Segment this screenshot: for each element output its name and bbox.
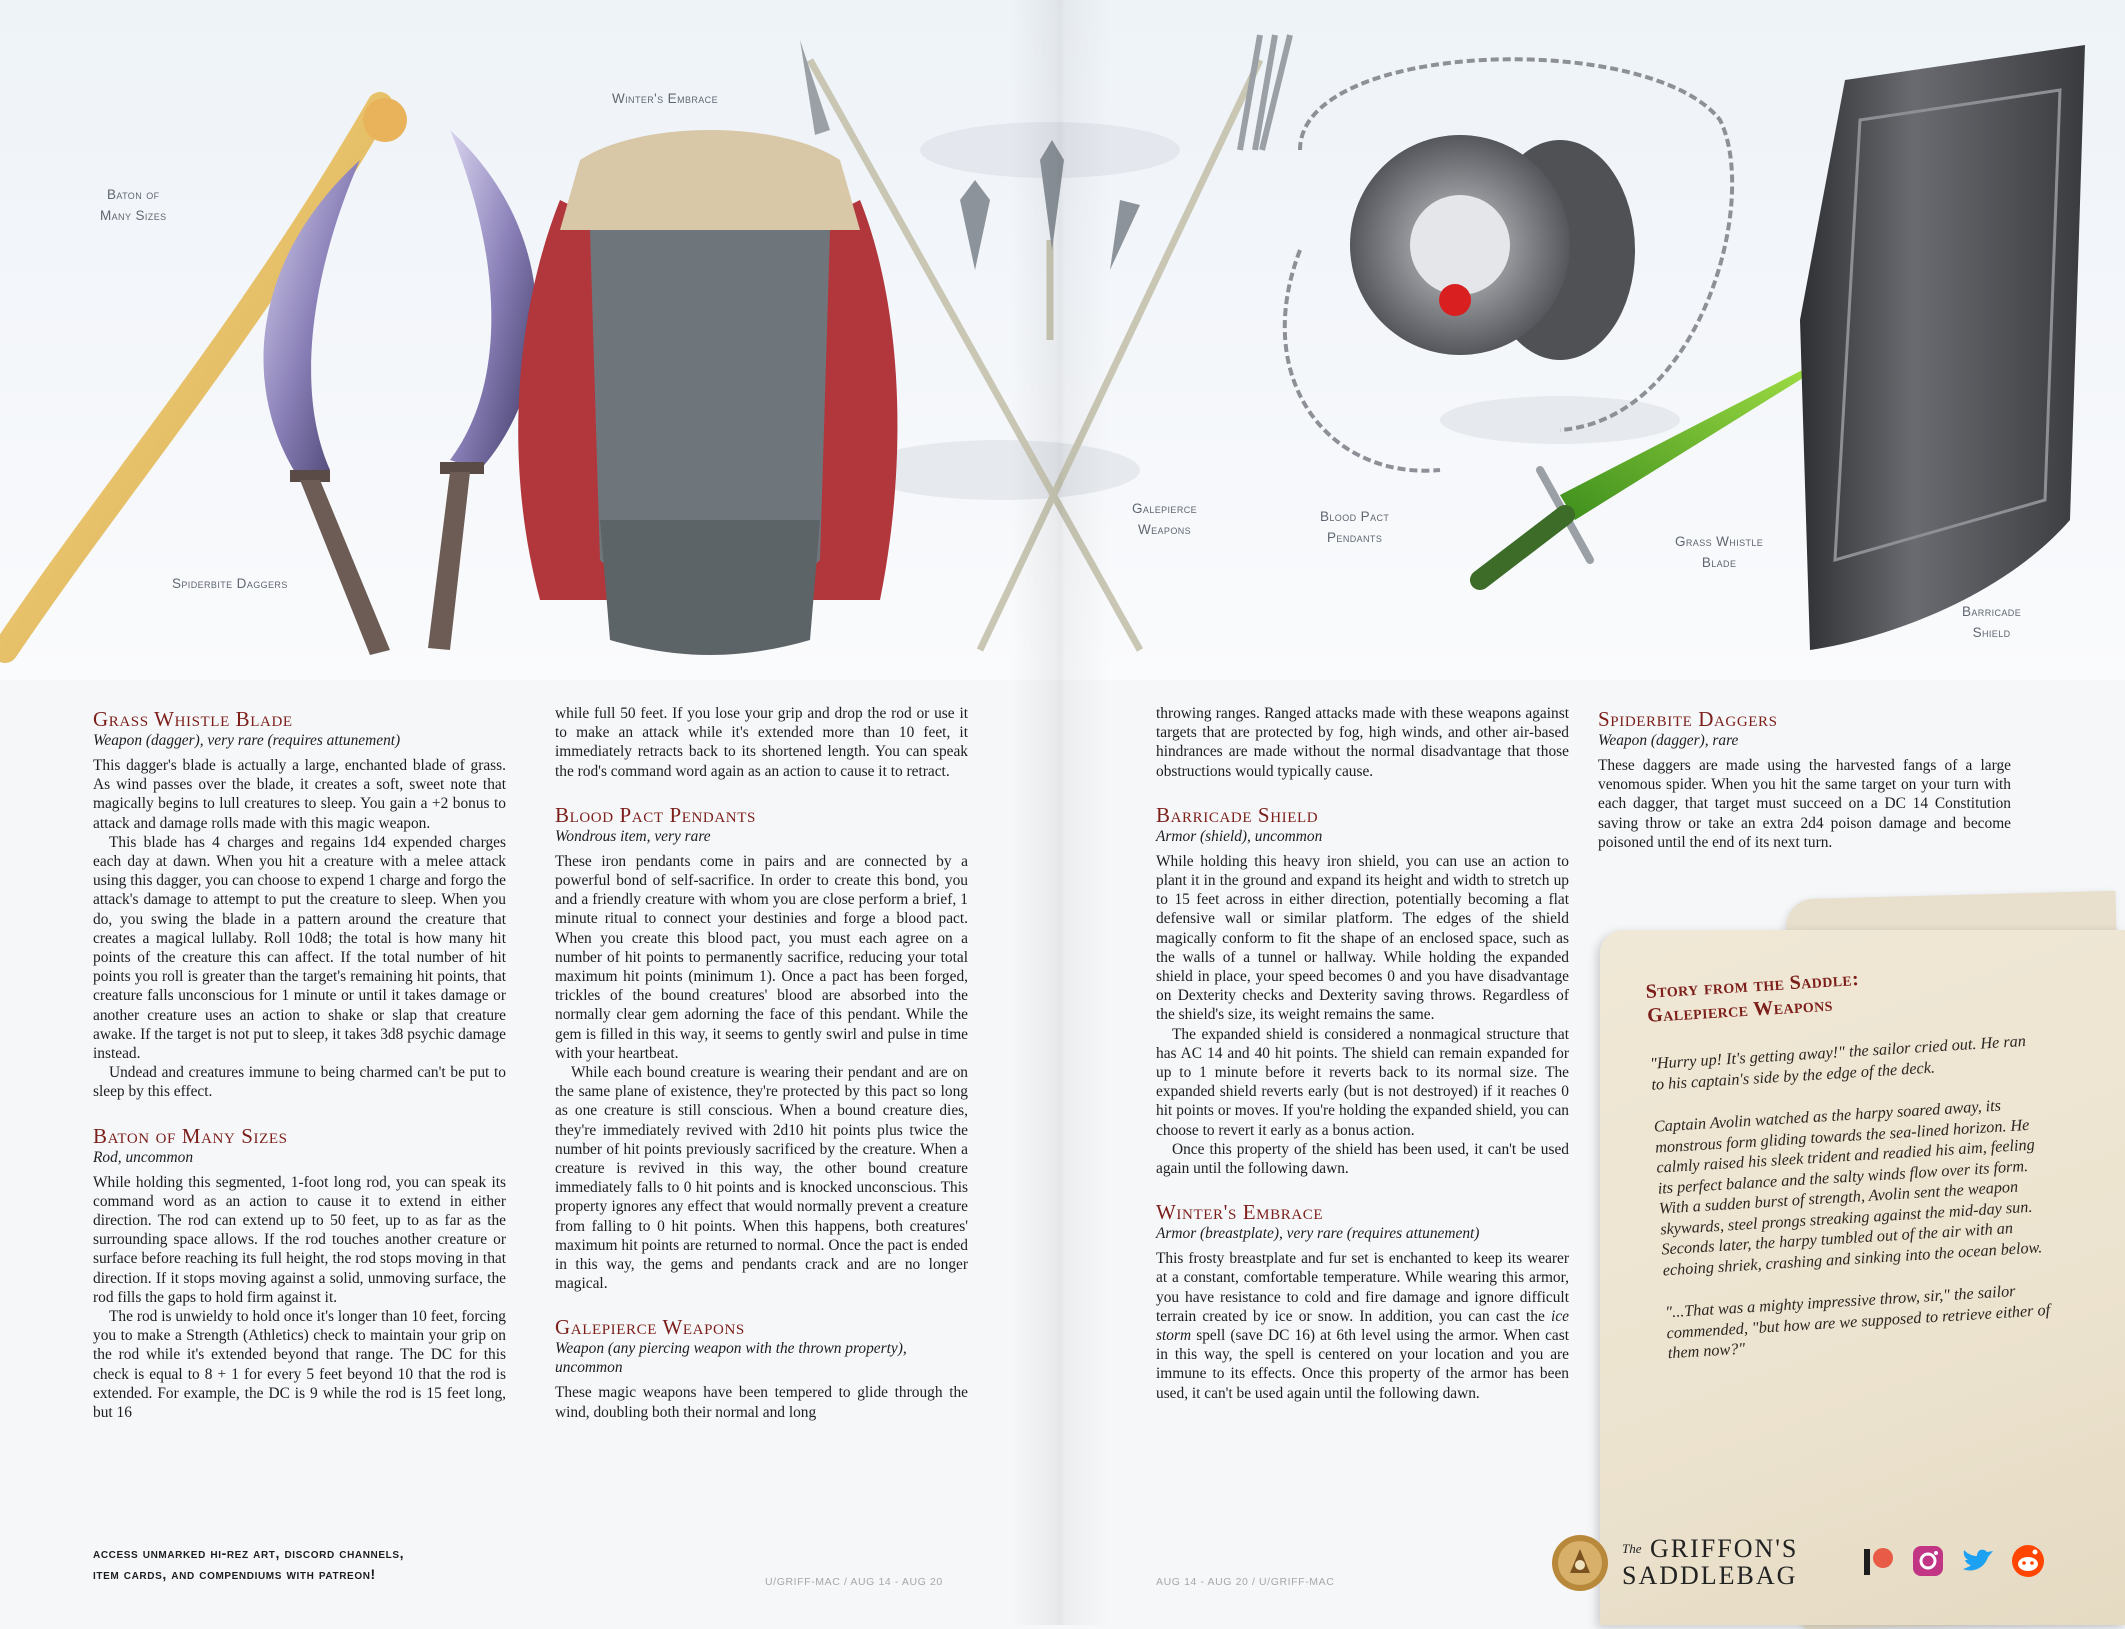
item-paragraph: These magic weapons have been tempered to glide through the wind, doubling both their normal and long — [555, 1384, 968, 1421]
item-paragraph: The expanded shield is considered a nonmagical structure that has AC 14 and 40 hit points. The shield can remain expanded for up to 1 minute before it reverts back to its normal size. The expanded shield reverts early (but is not destroyed) if it reaches 0 hit points or moves. If you're holding the expanded shield, you can choose to revert it early as a bonus action. — [1156, 1025, 1569, 1139]
item-paragraph: While holding this heavy iron shield, you can use an action to plant it in the ground and expand its height and width to stretch up to 15 feet across in either direction, potentially becoming a flat defensive wall or similar platform. The edges of the shield magically conform to fit the shape of an enclosed space, such as the walls of a tunnel or hallway. While holding the expanded shield in place, your speed becomes 0 and you have disadvantage on Dexterity checks and Dexterity saving throws. Regardless of the shield's size, its weight remains the same. — [1156, 852, 1569, 1024]
reddit-icon[interactable] — [2010, 1543, 2046, 1579]
item-title: Galepierce Weapons — [555, 1315, 745, 1340]
story-paragraph: "...That was a mighty impressive throw, sir," the sailor commended, "but how are we supposed to retrieve either of them now?" — [1664, 1281, 2051, 1363]
item-illustrations — [0, 0, 2125, 680]
item-paragraph: This blade has 4 charges and regains 1d4 expended charges each day at dawn. When you hit a creature with a melee attack using this dagger, you can choose to expend 1 charge and forgo the attack's damage to attempt to put the creature to sleep. When you do, you swing the blade in a pattern around the creature that creates a magical lullaby. Roll 10d8; the total is how many hit points of the creature this can affect. If the total number of hit points you roll is greater than the target's remaining hit points, that creature falls unconscious for 1 minute or until it takes damage or another creature uses an action to shake or slap that creature awake. If the target is not put to sleep, it takes 3d8 psychic damage instead. — [93, 833, 506, 1063]
item-subtitle: Armor (breastplate), very rare (requires attunement) — [1156, 1225, 1480, 1243]
item-subtitle: Rod, uncommon — [93, 1148, 194, 1166]
brand-name-line1: GRIFFON'S — [1650, 1534, 1799, 1563]
item-paragraph: Undead and creatures immune to being charmed can't be put to sleep by this effect. — [93, 1064, 506, 1101]
label-blood-pact: Blood Pact Pendants — [1320, 509, 1390, 545]
item-paragraph: These daggers are made using the harvested fangs of a large venomous spider. When you hit the same target on your turn with each dagger, that target must succeed on a DC 14 Constitution saving throw or take an extra 2d4 poison damage and become poisoned until the end of its next turn. — [1598, 757, 2011, 851]
item-subtitle: Wondrous item, very rare — [555, 827, 711, 845]
item-title: Blood Pact Pendants — [555, 802, 756, 827]
story-paragraph: Captain Avolin watched as the harpy soared away, its monstrous form gliding towards the sea-lined horizon. He calmly raised his sleek trident and readied his aim, feeling its perfect balance and the salty winds flow over its form. With a sudden burst of strength, Avolin sent the weapon skywards, steel prongs streaking against the mid-day sun. Seconds later, the harpy tumbled out of the air with an echoing shriek, crashing and sinking into the ocean below. — [1653, 1096, 2043, 1279]
patreon-promo[interactable]: access unmarked hi-rez art, discord channels, item cards, and compendiums with patreon! — [93, 1545, 405, 1582]
item-paragraph: throwing ranges. Ranged attacks made with these weapons against targets that are protected by fog, high winds, and other air-based hindrances are made without the normal disadvantage that those obstructions would typically cause. — [1156, 705, 1569, 780]
cloud-shape — [1440, 396, 1680, 444]
item-title: Winter's Embrace — [1156, 1200, 1324, 1225]
twitter-icon[interactable] — [1960, 1543, 1996, 1579]
brand-the: The — [1622, 1541, 1642, 1556]
item-paragraph: While holding this segmented, 1-foot long rod, you can speak its command word as an action to cause it to extend in either direction. The rod can extend up to 50 feet, up to as far as the surrounding space allows. If the rod touches another creature or surface before reaching its full height, the rod stops moving in that direction. If it stops moving against a solid, unmoving surface, the rod fills the gaps to hold firm against it. — [93, 1173, 506, 1306]
barricade-shield-illustration — [1800, 45, 2085, 650]
label-grass-whistle: Grass Whistle Blade — [1675, 534, 1764, 570]
item-subtitle: Weapon (dagger), very rare (requires attunement) — [93, 732, 401, 749]
illustration-canvas — [0, 0, 2125, 680]
label-winters-embrace: Winter's Embrace — [612, 91, 718, 106]
item-title: Spiderbite Daggers — [1598, 707, 1778, 731]
item-title: Grass Whistle Blade — [93, 707, 293, 731]
item-paragraph: This frosty breastplate and fur set is enchanted to keep its wearer at a constant, comfortable temperature. While wearing this armor, you have resistance to cold and fire damage and ignore difficult terrain created by ice or snow. In addition, you can cast the ice storm spell (save DC 16) at 6th level using the armor. When cast in this way, the spell is centered on your location and you are immune to its effects. Once this property of the armor has been used, it can't be used again until the following dawn. — [1156, 1250, 1569, 1402]
item-paragraph: These iron pendants come in pairs and are connected by a powerful bond of self-sacrifice. In order to create this bond, you and a friendly creature with whom you are close perform a brief, 1 minute ritual to connect your destinies and forge a blood pact. When you create this blood pact, you must each agree on a number of hit points to permanently sacrifice, reducing your total maximum hit points (minimum 1). Once a pact has been forged, trickles of the bound creatures' blood are absorbed into the normally clear gem adorning the face of this pendant. While the gem is filled in this way, it seems to gently swirl and pulse in time with your heartbeat. — [555, 852, 968, 1062]
item-subtitle: Armor (shield), uncommon — [1156, 827, 1323, 845]
item-paragraph: While each bound creature is wearing their pendant and are on the same plane of existence, they're protected by this pact so long as one creature is still conscious. When a bound creature dies, they're immediately revived with 2d10 hit points plus twice the number of hit points previously sacrificed by the creature. When a creature is revived in this way, the other bound creature immediately falls to 0 hit points and is knocked unconscious. This property ignores any effect that would normally prevent a creature from falling to 0 hit points. When this happens, both creatures' maximum hit points are returned to normal. Once the pact is ended in this way, the gems and pendants crack and are no longer magical. — [555, 1064, 968, 1293]
column-1 — [93, 707, 506, 1422]
column-2 — [555, 704, 968, 1422]
item-title: Barricade Shield — [1156, 802, 1319, 827]
story-paragraph: "Hurry up! It's getting away!" the sailor cried out. He ran to his captain's side by the edge of the deck. — [1649, 1031, 2027, 1094]
brand-block — [1550, 1533, 2125, 1593]
winters-embrace-illustration — [518, 130, 897, 655]
story-title: Story from the Saddle: Galepierce Weapons — [1645, 967, 1860, 1027]
cloud-shape — [860, 440, 1140, 500]
column-4 — [1598, 707, 2011, 852]
item-title: Baton of Many Sizes — [93, 1123, 288, 1148]
item-paragraph: Once this property of the shield has been used, it can't be used again until the following dawn. — [1156, 1140, 1569, 1178]
item-paragraph: while full 50 feet. If you lose your grip and drop the rod or use it to make an attack while it's extended more than 10 feet, it immediately retracts back to its shortened length. You can speak the rod's command word again as an action to cause it to retract. — [555, 705, 968, 780]
spell-name: ice storm — [1156, 1307, 1569, 1345]
story-box — [1645, 956, 2054, 1385]
item-subtitle: Weapon (dagger), rare — [1598, 732, 1739, 749]
griffon-logo-icon[interactable] — [1550, 1533, 1610, 1593]
trident-head — [1240, 35, 1290, 150]
baton-illustration — [5, 105, 380, 650]
item-subtitle: Weapon (any piercing weapon with the thrown property), uncommon — [555, 1340, 907, 1377]
label-spiderbite: Spiderbite Daggers — [172, 576, 288, 591]
brand-name-line2: SADDLEBAG — [1622, 1561, 1798, 1590]
page-meta-left: U/GRIFF-MAC / AUG 14 - AUG 20 — [765, 1576, 943, 1588]
instagram-icon[interactable] — [1910, 1543, 1946, 1579]
baton-tip — [363, 98, 407, 142]
item-paragraph: This dagger's blade is actually a large, enchanted blade of grass. As wind passes over the blade, it creates a soft, sweet note that magically begins to lull creatures to sleep. You gain a +2 bonus to attack and damage rolls made with this magic weapon. — [93, 757, 506, 832]
page-meta-right: AUG 14 - AUG 20 / U/GRIFF-MAC — [1156, 1576, 1335, 1588]
column-3 — [1156, 704, 1569, 1403]
patreon-icon[interactable] — [1860, 1543, 1896, 1579]
item-paragraph: The rod is unwieldy to hold once it's longer than 10 feet, forcing you to make a Strength (Athletics) check to maintain your grip on the rod while it's extended beyond that range. The DC for this check is equal to 8 + 1 for every 5 feet beyond 10 that the rod is extended. For example, the DC is 9 while the rod is 15 feet long, but 16 — [93, 1308, 506, 1422]
label-barricade: Barricade Shield — [1962, 604, 2022, 640]
label-galepierce: Galepierce Weapons — [1132, 501, 1198, 537]
label-baton: Baton of Many Sizes — [100, 187, 167, 223]
